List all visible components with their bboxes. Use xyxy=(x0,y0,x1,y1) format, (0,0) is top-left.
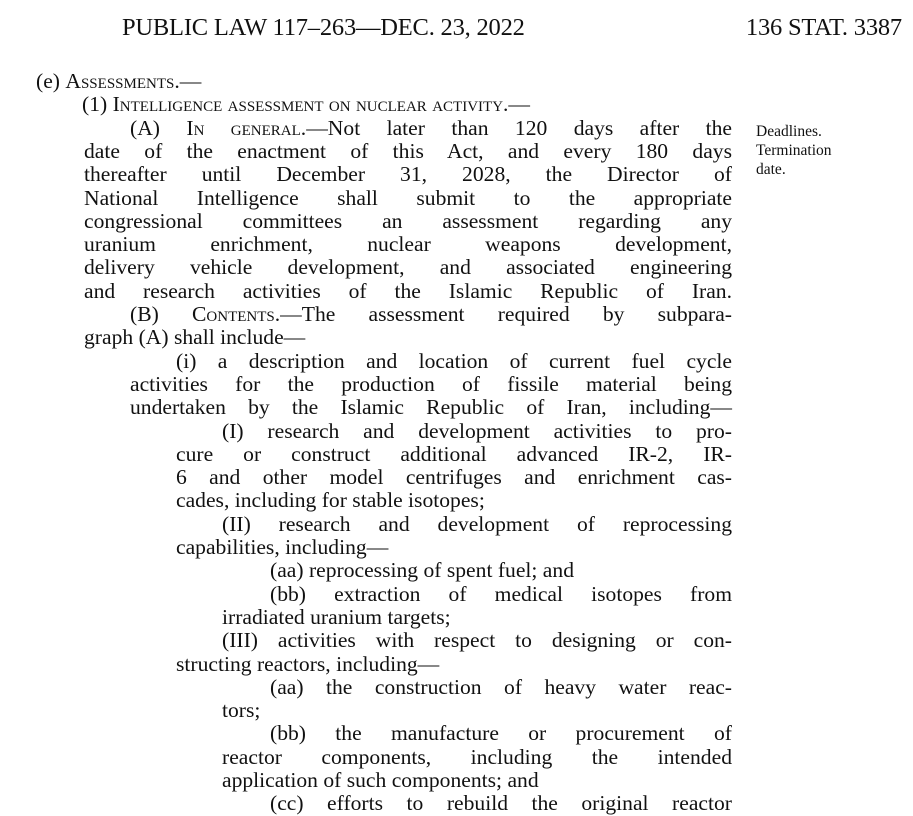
text-line: reactor components, including the intended xyxy=(222,744,732,769)
subparagraph-a-heading-line xyxy=(130,117,732,140)
item-aa-line: (aa) the construction of heavy water reac- xyxy=(270,674,732,699)
paragraph-heading: Intelligence assessment on nuclear activity.— xyxy=(112,92,531,117)
item-bb-line: (bb) the manufacture or procurement of xyxy=(270,721,732,746)
margin-note-line: date. xyxy=(756,161,786,178)
section-label: (e) xyxy=(36,69,60,93)
text-line: application of such components; and xyxy=(222,768,539,792)
text-line: 6 and other model centrifuges and enrichment cas- xyxy=(176,465,732,490)
text-line: and research activities of the Islamic Republic of Iran. xyxy=(84,278,732,303)
text-line: activities for the production of fissile material being xyxy=(130,371,732,396)
subclause-III-line: (III) activities with respect to designing or con- xyxy=(222,628,732,653)
text-line: uranium enrichment, nuclear weapons development, xyxy=(84,232,732,257)
law-citation: PUBLIC LAW 117–263—DEC. 23, 2022 xyxy=(122,14,525,41)
paragraph-heading-line xyxy=(82,93,530,116)
text-line: cure or construct additional advanced IR-2, IR- xyxy=(176,441,732,466)
section-heading-line xyxy=(36,70,201,93)
item-cc-line-clipped: (cc) efforts to rebuild the original reactor xyxy=(270,791,732,816)
line-text: The assessment required by subpara- xyxy=(301,302,732,326)
item-bb-line: (bb) extraction of medical isotopes from xyxy=(270,581,732,606)
text-line: delivery vehicle development, and associated engineering xyxy=(84,255,732,280)
line-text: Not later than 120 days after the xyxy=(327,115,732,140)
section-heading: Assessments.— xyxy=(65,69,202,93)
margin-note-line: Termination xyxy=(756,142,832,159)
subclause-I-line: (I) research and development activities to pro- xyxy=(222,418,732,443)
text-line: date of the enactment of this Act, and every 180 days xyxy=(84,138,732,163)
text-line: cades, including for stable isotopes; xyxy=(176,488,485,513)
paragraph-label: (1) xyxy=(82,92,108,117)
item-aa-line: (aa) reprocessing of spent fuel; and xyxy=(270,558,574,583)
text-line: National Intelligence shall submit to the appropriate xyxy=(84,185,732,210)
text-line: irradiated uranium targets; xyxy=(222,604,451,629)
subparagraph-label: (A) xyxy=(130,115,160,140)
margin-note-line: Deadlines. xyxy=(756,123,822,140)
clause-i-line: (i) a description and location of current fuel cycle xyxy=(176,348,732,373)
statute-page-number: 136 STAT. 3387 xyxy=(745,14,902,41)
subparagraph-b-heading-line xyxy=(130,303,732,326)
text-line: tors; xyxy=(222,698,261,723)
text-line: congressional committees an assessment regarding any xyxy=(84,208,732,233)
margin-note xyxy=(756,122,832,179)
subclause-II-line: (II) research and development of reprocessing xyxy=(222,511,732,536)
text-line: graph (A) shall include— xyxy=(84,325,306,350)
subparagraph-heading: Contents.— xyxy=(192,302,302,326)
text-line: undertaken by the Islamic Republic of Iran, including— xyxy=(130,395,732,420)
subparagraph-heading: In general.— xyxy=(186,115,328,140)
running-header xyxy=(122,14,902,44)
text-line: thereafter until December 31, 2028, the Director of xyxy=(84,162,732,187)
text-line: capabilities, including— xyxy=(176,535,389,559)
subparagraph-label: (B) xyxy=(130,302,159,326)
text-line: structing reactors, including— xyxy=(176,651,440,676)
